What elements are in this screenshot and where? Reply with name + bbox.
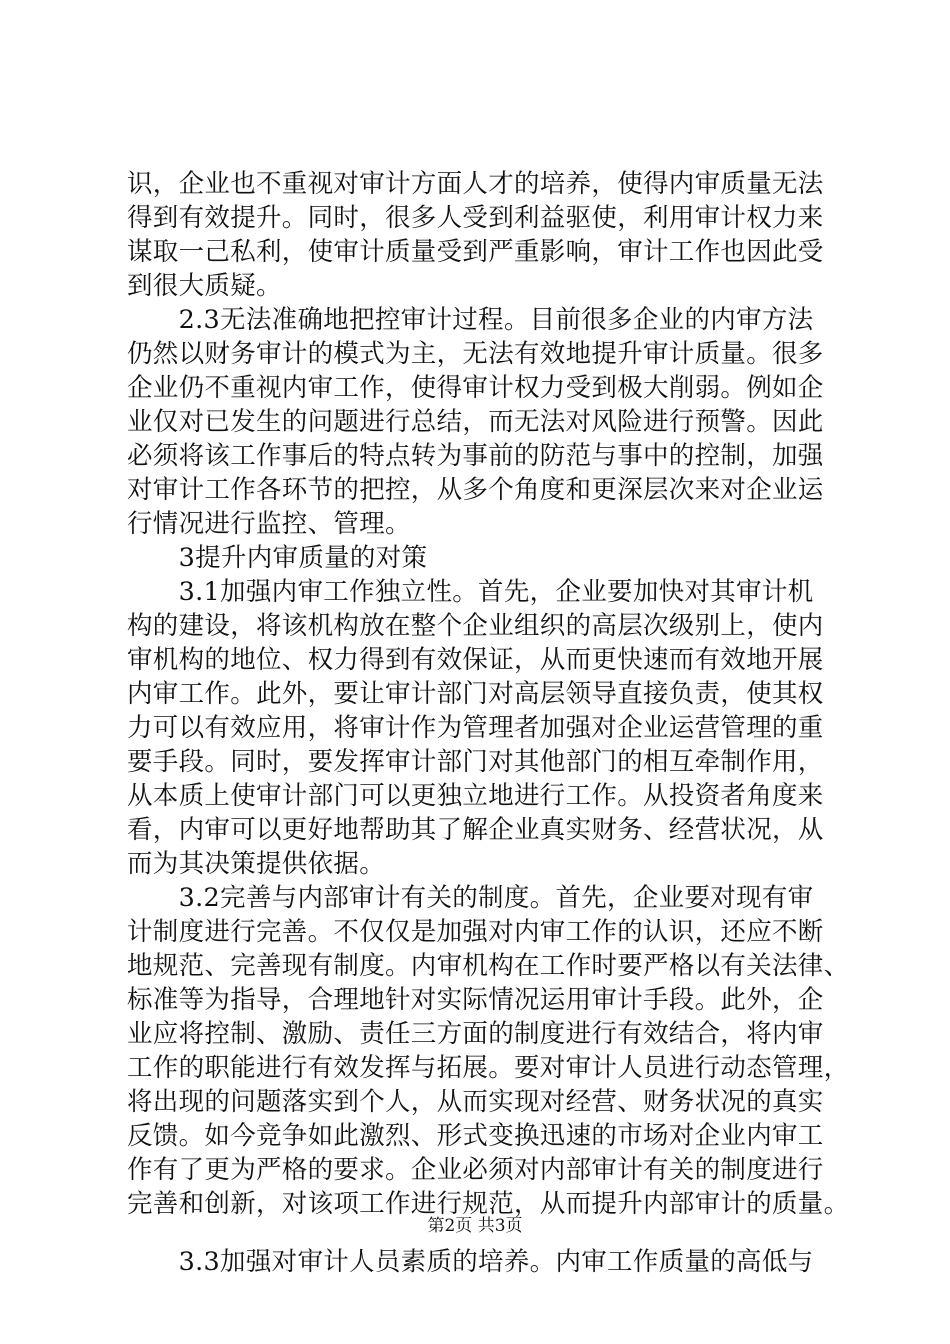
body-line: 将出现的问题落实到个人，从而实现对经营、财务状况的真实 [127,1087,824,1117]
body-line: 谋取一己私利，使审计质量受到严重影响，审计工作也因此受 [127,237,824,267]
body-line: 地规范、完善现有制度。内审机构在工作时要严格以有关法律、 [127,951,850,981]
body-line: 仍然以财务审计的模式为主，无法有效地提升审计质量。很多 [127,339,824,369]
body-line: 从本质上使审计部门可以更独立地进行工作。从投资者角度来 [127,781,824,811]
section-heading: 3提升内审质量的对策 [127,543,428,573]
body-line: 标准等为指导，合理地针对实际情况运用审计手段。此外，企 [127,985,824,1015]
body-line: 识，企业也不重视对审计方面人才的培养，使得内审质量无法 [127,169,824,199]
body-line: 3.2完善与内部审计有关的制度。首先，企业要对现有审 [127,883,814,913]
body-line: 内审工作。此外，要让审计部门对高层领导直接负责，使其权 [127,679,824,709]
body-line: 业应将控制、激励、责任三方面的制度进行有效结合，将内审 [127,1019,824,1049]
body-line: 力可以有效应用，将审计作为管理者加强对企业运营管理的重 [127,713,824,743]
body-line: 构的建设，将该机构放在整个企业组织的高层次级别上，使内 [127,611,824,641]
body-line: 审机构的地位、权力得到有效保证，从而更快速而有效地开展 [127,645,824,675]
body-line: 得到有效提升。同时，很多人受到利益驱使，利用审计权力来 [127,203,824,233]
body-line: 而为其决策提供依据。 [127,849,386,879]
body-line: 反馈。如今竞争如此激烈、形式变换迅速的市场对企业内审工 [127,1121,824,1151]
body-line: 要手段。同时，要发挥审计部门对其他部门的相互牵制作用， [127,747,824,777]
body-line: 业仅对已发生的问题进行总结，而无法对风险进行预警。因此 [127,407,824,437]
body-line: 企业仍不重视内审工作，使得审计权力受到极大削弱。例如企 [127,373,824,403]
body-line: 必须将该工作事后的特点转为事前的防范与事中的控制，加强 [127,441,824,471]
body-line: 对审计工作各环节的把控，从多个角度和更深层次来对企业运 [127,475,824,505]
page-footer: 第2页 共3页 [427,1216,523,1236]
body-line: 作有了更为严格的要求。企业必须对内部审计有关的制度进行 [127,1155,824,1185]
body-line: 看，内审可以更好地帮助其了解企业真实财务、经营状况，从 [127,815,824,845]
body-line: 计制度进行完善。不仅仅是加强对内审工作的认识，还应不断 [127,917,824,947]
body-line: 3.1加强内审工作独立性。首先，企业要加快对其审计机 [127,577,814,607]
body-line: 2.3无法准确地把控审计过程。目前很多企业的内审方法 [127,305,814,335]
body-line: 完善和创新，对该项工作进行规范，从而提升内部审计的质量。 [127,1189,850,1219]
body-line: 到很大质疑。 [127,271,282,301]
body-line: 3.3加强对审计人员素质的培养。内审工作质量的高低与 [127,1247,814,1277]
body-line: 工作的职能进行有效发挥与拓展。要对审计人员进行动态管理， [127,1053,850,1083]
body-line: 行情况进行监控、管理。 [127,509,411,539]
